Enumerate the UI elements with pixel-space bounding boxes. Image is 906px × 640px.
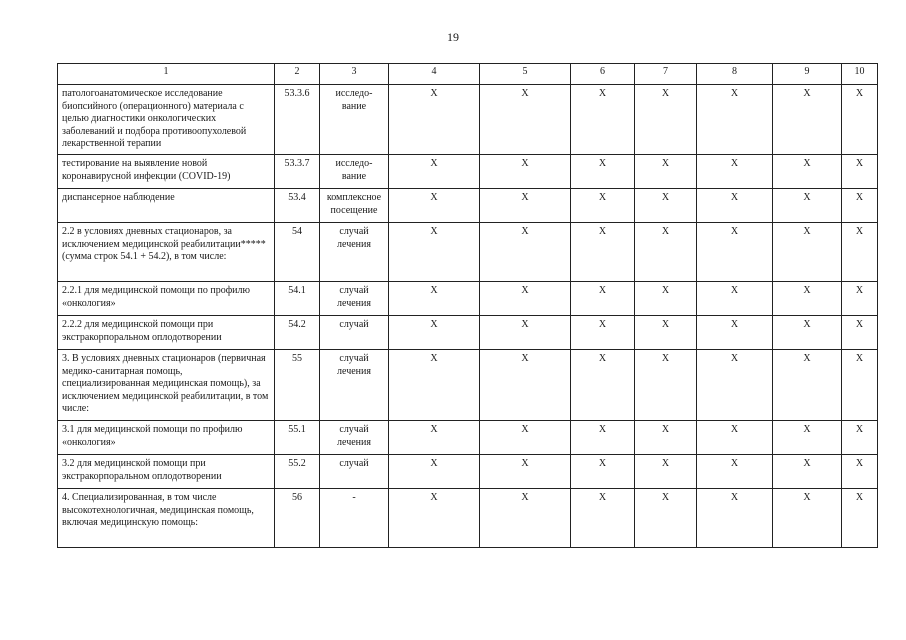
row-name-cell: тестирование на выявление новой коронавирусной инфекции (COVID-19) — [58, 155, 275, 189]
value-cell: X — [842, 455, 878, 489]
row-name-cell: патологоанатомическое исследование биопсийного (операционного) материала с целью диагностики онкологических заболеваний и подбора противоопухолевой лекарственной терапии — [58, 85, 275, 155]
value-cell: X — [571, 455, 635, 489]
column-header: 10 — [842, 64, 878, 85]
column-header: 4 — [389, 64, 480, 85]
table-row — [58, 282, 878, 316]
value-cell: X — [480, 282, 571, 316]
value-cell: X — [773, 316, 842, 350]
table-row — [58, 223, 878, 282]
value-cell: X — [773, 223, 842, 282]
row-code-cell: 54 — [275, 223, 320, 282]
table-row — [58, 316, 878, 350]
column-header: 6 — [571, 64, 635, 85]
value-cell: X — [571, 189, 635, 223]
value-cell: X — [773, 455, 842, 489]
row-name-cell: 2.2 в условиях дневных стационаров, за исключением медицинской реабилитации***** (сумма строк 54.1 + 54.2), в том числе: — [58, 223, 275, 282]
value-cell: X — [697, 189, 773, 223]
value-cell: X — [842, 316, 878, 350]
page-number: 19 — [447, 30, 459, 44]
value-cell: X — [635, 421, 697, 455]
row-unit-cell: случай лечения — [320, 282, 389, 316]
value-cell: X — [697, 282, 773, 316]
value-cell: X — [842, 85, 878, 155]
value-cell: X — [635, 350, 697, 421]
value-cell: X — [571, 316, 635, 350]
row-code-cell: 55 — [275, 350, 320, 421]
value-cell: X — [389, 489, 480, 548]
value-cell: X — [697, 85, 773, 155]
table-row — [58, 155, 878, 189]
table-row — [58, 455, 878, 489]
value-cell: X — [389, 282, 480, 316]
table-body — [58, 85, 878, 548]
row-code-cell: 55.2 — [275, 455, 320, 489]
row-unit-cell: комплексное посещение — [320, 189, 389, 223]
column-header: 3 — [320, 64, 389, 85]
value-cell: X — [635, 316, 697, 350]
row-name-cell: 2.2.2 для медицинской помощи при экстракорпоральном оплодотворении — [58, 316, 275, 350]
value-cell: X — [842, 421, 878, 455]
value-cell: X — [842, 489, 878, 548]
value-cell: X — [635, 455, 697, 489]
value-cell: X — [773, 155, 842, 189]
value-cell: X — [697, 455, 773, 489]
row-code-cell: 55.1 — [275, 421, 320, 455]
value-cell: X — [773, 189, 842, 223]
column-header: 5 — [480, 64, 571, 85]
value-cell: X — [571, 282, 635, 316]
row-name-cell: 3. В условиях дневных стационаров (первичная медико-санитарная помощь, специализированная медицинская помощь), за исключением медицинской реабилитации, в том числе: — [58, 350, 275, 421]
value-cell: X — [571, 155, 635, 189]
value-cell: X — [480, 455, 571, 489]
row-name-cell: 2.2.1 для медицинской помощи по профилю «онкология» — [58, 282, 275, 316]
value-cell: X — [480, 316, 571, 350]
table-row — [58, 489, 878, 548]
value-cell: X — [773, 350, 842, 421]
row-unit-cell: случай лечения — [320, 350, 389, 421]
row-unit-cell: исследо-вание — [320, 85, 389, 155]
value-cell: X — [480, 223, 571, 282]
value-cell: X — [635, 223, 697, 282]
row-unit-cell: случай — [320, 316, 389, 350]
value-cell: X — [389, 421, 480, 455]
value-cell: X — [697, 421, 773, 455]
row-code-cell: 54.1 — [275, 282, 320, 316]
value-cell: X — [480, 421, 571, 455]
column-header: 9 — [773, 64, 842, 85]
value-cell: X — [389, 189, 480, 223]
row-name-cell: диспансерное наблюдение — [58, 189, 275, 223]
column-header: 1 — [58, 64, 275, 85]
row-unit-cell: случай — [320, 455, 389, 489]
value-cell: X — [697, 316, 773, 350]
row-code-cell: 53.3.6 — [275, 85, 320, 155]
value-cell: X — [773, 421, 842, 455]
value-cell: X — [480, 85, 571, 155]
value-cell: X — [571, 350, 635, 421]
value-cell: X — [773, 85, 842, 155]
value-cell: X — [389, 155, 480, 189]
row-name-cell: 4. Специализированная, в том числе высокотехнологичная, медицинская помощь, включая медицинскую помощь: — [58, 489, 275, 548]
value-cell: X — [697, 489, 773, 548]
value-cell: X — [635, 489, 697, 548]
row-code-cell: 53.4 — [275, 189, 320, 223]
table-row — [58, 189, 878, 223]
value-cell: X — [389, 350, 480, 421]
value-cell: X — [697, 350, 773, 421]
value-cell: X — [842, 350, 878, 421]
value-cell: X — [480, 489, 571, 548]
value-cell: X — [842, 155, 878, 189]
row-code-cell: 54.2 — [275, 316, 320, 350]
value-cell: X — [773, 282, 842, 316]
header-row — [58, 64, 878, 85]
value-cell: X — [842, 282, 878, 316]
row-unit-cell: случай лечения — [320, 223, 389, 282]
value-cell: X — [389, 85, 480, 155]
value-cell: X — [571, 85, 635, 155]
value-cell: X — [635, 85, 697, 155]
value-cell: X — [571, 489, 635, 548]
value-cell: X — [635, 155, 697, 189]
value-cell: X — [635, 282, 697, 316]
value-cell: X — [697, 155, 773, 189]
value-cell: X — [389, 316, 480, 350]
value-cell: X — [389, 223, 480, 282]
row-code-cell: 53.3.7 — [275, 155, 320, 189]
column-header: 7 — [635, 64, 697, 85]
value-cell: X — [571, 421, 635, 455]
value-cell: X — [571, 223, 635, 282]
value-cell: X — [635, 189, 697, 223]
value-cell: X — [842, 189, 878, 223]
row-name-cell: 3.2 для медицинской помощи при экстракорпоральном оплодотворении — [58, 455, 275, 489]
row-name-cell: 3.1 для медицинской помощи по профилю «онкология» — [58, 421, 275, 455]
row-unit-cell: исследо-вание — [320, 155, 389, 189]
table-row — [58, 85, 878, 155]
column-header: 2 — [275, 64, 320, 85]
value-cell: X — [389, 455, 480, 489]
data-table — [57, 63, 878, 548]
value-cell: X — [773, 489, 842, 548]
value-cell: X — [480, 189, 571, 223]
row-unit-cell: - — [320, 489, 389, 548]
value-cell: X — [480, 350, 571, 421]
column-header: 8 — [697, 64, 773, 85]
table-row — [58, 421, 878, 455]
value-cell: X — [480, 155, 571, 189]
row-code-cell: 56 — [275, 489, 320, 548]
value-cell: X — [697, 223, 773, 282]
table-row — [58, 350, 878, 421]
row-unit-cell: случай лечения — [320, 421, 389, 455]
value-cell: X — [842, 223, 878, 282]
